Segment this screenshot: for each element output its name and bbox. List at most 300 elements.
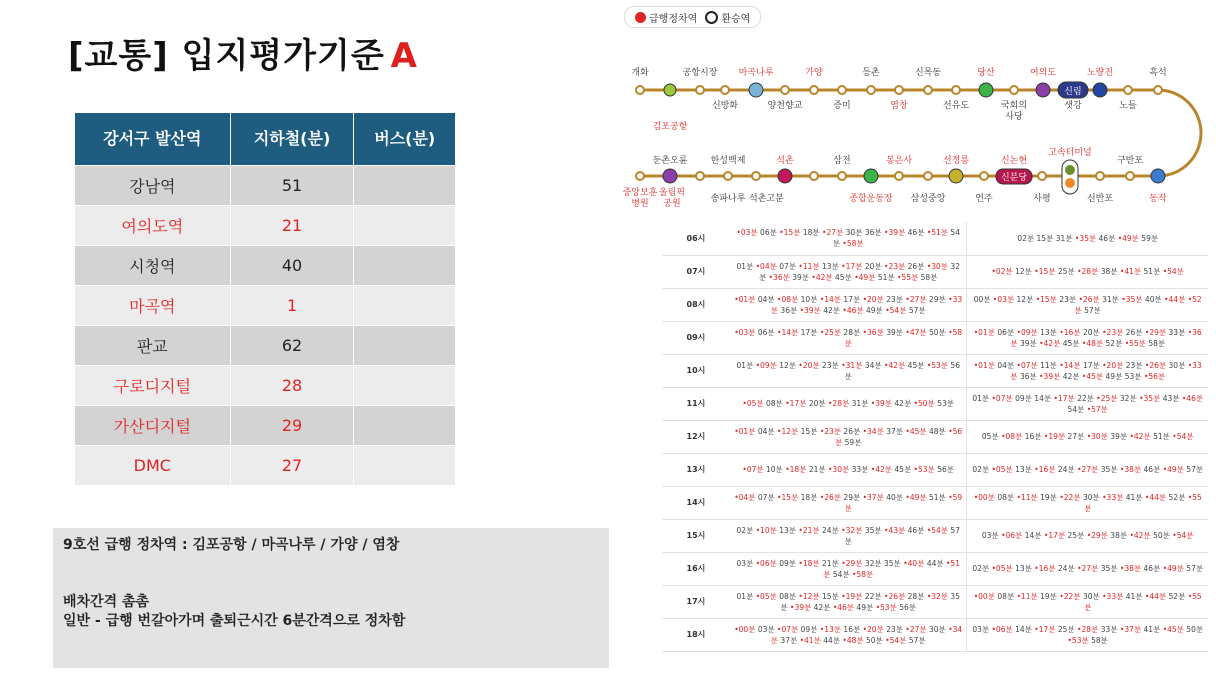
express-departure: •33분 <box>1010 360 1202 381</box>
regular-departure: 04분 <box>757 294 775 304</box>
transfer-dot <box>1151 169 1165 183</box>
regular-departure: 49분 <box>866 305 883 315</box>
express-departure: •41분 <box>799 635 821 645</box>
regular-departure: 50분 <box>1153 531 1170 540</box>
regular-departure: 57분 <box>1186 564 1204 573</box>
station-label: 석촌 <box>776 156 794 166</box>
regular-departure: 35분 <box>1100 465 1118 474</box>
express-departure: •17분 <box>1034 624 1056 634</box>
regular-departure: 30분 <box>1082 591 1100 601</box>
regular-departure: 15분 <box>1036 233 1054 243</box>
departures-direction-1 <box>730 222 967 255</box>
destination-cell: 가산디지털 <box>75 406 231 446</box>
subway-time-cell: 51 <box>230 166 354 206</box>
regular-departure: 42분 <box>813 602 831 612</box>
express-departure: •58분 <box>844 327 963 348</box>
express-departure: •18분 <box>785 465 807 474</box>
regular-departure: 06분 <box>760 228 777 238</box>
express-departure: •48분 <box>1081 338 1104 348</box>
express-departure: •30분 <box>1086 432 1108 441</box>
regular-departure: 41분 <box>1143 624 1161 634</box>
station-label: 고속터미널 <box>1048 148 1092 158</box>
station-label: 종합운동장 <box>849 194 893 204</box>
regular-departure: 41분 <box>1125 492 1143 502</box>
bus-time-cell <box>354 206 456 246</box>
regular-departure: 01분 <box>736 360 754 370</box>
regular-departure: 46분 <box>907 525 925 535</box>
express-departure: •14분 <box>819 294 842 304</box>
regular-departure: 50분 <box>929 327 946 337</box>
table-row <box>75 446 456 486</box>
express-departure: •54분 <box>885 635 907 645</box>
note-line3: 일반 - 급행 번갈아가며 출퇴근시간 6분간격으로 정차함 <box>63 613 406 629</box>
station-label: 석촌고분 <box>749 194 784 204</box>
timetable-row <box>662 288 1208 321</box>
express-departure: •39분 <box>790 602 812 612</box>
regular-departure: 14분 <box>1034 393 1052 403</box>
station-label: 신논현 <box>1000 156 1028 166</box>
regular-departure: 20분 <box>864 261 882 271</box>
departures-direction-2 <box>967 585 1208 618</box>
regular-departure: 08분 <box>997 591 1015 601</box>
regular-departure: 33분 <box>851 465 869 474</box>
station-dot <box>696 172 704 180</box>
regular-departure: 24분 <box>1057 564 1075 573</box>
regular-departure: 37분 <box>886 426 904 436</box>
subway-time-cell: 1 <box>230 286 354 326</box>
regular-departure: 53분 <box>1124 371 1142 381</box>
express-departure: •32분 <box>841 525 863 535</box>
departures-direction-1 <box>730 354 967 387</box>
transfer-dot <box>749 83 763 97</box>
departures-direction-2 <box>967 354 1208 387</box>
regular-departure: 41분 <box>1125 591 1143 601</box>
regular-departure: 22분 <box>1077 393 1094 403</box>
hour-cell: 13시 <box>662 453 730 486</box>
express-departure: •58분 <box>852 569 874 579</box>
regular-departure: 23분 <box>886 294 904 304</box>
express-departure: •22분 <box>1059 492 1081 502</box>
regular-departure: 12분 <box>779 360 797 370</box>
timetable-row <box>662 552 1208 585</box>
header-origin: 강서구 발산역 <box>75 113 231 166</box>
station-dot <box>721 86 729 94</box>
express-departure: •12분 <box>777 426 799 436</box>
table-row <box>75 326 456 366</box>
timetable-row <box>662 255 1208 288</box>
regular-departure: 33분 <box>1100 624 1118 634</box>
express-departure: •14분 <box>777 327 799 337</box>
regular-departure: 17분 <box>800 327 818 337</box>
express-departure: •54분 <box>1162 267 1184 276</box>
regular-departure: 25분 <box>1057 624 1075 634</box>
express-departure: •15분 <box>1034 267 1056 276</box>
express-departure: •55분 <box>1124 338 1146 348</box>
regular-departure: 42분 <box>1062 371 1080 381</box>
regular-departure: 39분 <box>886 327 904 337</box>
regular-departure: 30분 <box>1082 492 1100 502</box>
express-departure: •37분 <box>862 492 884 502</box>
destination-cell: 판교 <box>75 326 231 366</box>
station-dot <box>752 172 760 180</box>
express-departure: •18분 <box>798 558 820 568</box>
station-label: 선정릉 <box>942 156 970 166</box>
destination-cell: 강남역 <box>75 166 231 206</box>
note-line1: 9호선 급행 정차역 : 김포공항 / 마곡나루 / 가양 / 염창 <box>63 537 400 553</box>
regular-departure: 04분 <box>757 426 775 436</box>
express-departure: •55분 <box>1084 492 1202 513</box>
regular-departure: 20분 <box>808 399 826 408</box>
express-departure: •46분 <box>1181 393 1204 403</box>
transfer-dot <box>979 83 993 97</box>
station-label: 신방화 <box>711 101 739 111</box>
express-departure: •45분 <box>1081 371 1104 381</box>
express-departure: •31분 <box>841 360 863 370</box>
regular-departure: 09분 <box>800 624 818 634</box>
express-departure: •16분 <box>1034 564 1056 573</box>
regular-departure: 24분 <box>1057 465 1075 474</box>
regular-departure: 13분 <box>822 261 839 271</box>
express-departure: •19분 <box>1043 432 1066 441</box>
regular-departure: 40분 <box>1144 294 1162 304</box>
express-departure: •49분 <box>1117 233 1139 243</box>
regular-departure: 07분 <box>757 492 775 502</box>
express-departure: •49분 <box>905 492 927 502</box>
station-dot <box>636 86 644 94</box>
regular-departure: 42분 <box>823 305 841 315</box>
departures-direction-2 <box>967 618 1208 651</box>
express-departure: •49분 <box>1162 564 1184 573</box>
title-text: [교통] 입지평가기준 <box>68 36 385 76</box>
express-departure: •02분 <box>991 267 1013 276</box>
transfer-dot <box>1093 83 1107 97</box>
express-departure: •38분 <box>1119 465 1142 474</box>
header-bus: 버스(분) <box>354 113 456 166</box>
timetable-row <box>662 618 1208 651</box>
regular-departure: 02분 <box>972 465 990 474</box>
regular-departure: 35분 <box>1100 564 1118 573</box>
station-dot <box>838 172 846 180</box>
subway-time-cell: 29 <box>230 406 354 446</box>
station-dot <box>924 86 932 94</box>
express-departure: •54분 <box>885 305 907 315</box>
express-departure: •44분 <box>1144 492 1167 502</box>
transfer-dot <box>1065 165 1075 175</box>
express-departure: •49분 <box>854 272 876 282</box>
timetable-row <box>662 585 1208 618</box>
station-dot <box>1126 172 1134 180</box>
station-dot <box>895 86 903 94</box>
station-dot <box>724 172 732 180</box>
express-departure: •09분 <box>1016 327 1038 337</box>
destination-cell: 마곡역 <box>75 286 231 326</box>
regular-departure: 11분 <box>1040 360 1057 370</box>
regular-departure: 02분 <box>972 564 990 573</box>
express-departure: •46분 <box>842 305 864 315</box>
express-departure: •39분 <box>870 399 893 408</box>
header-subway: 지하철(분) <box>230 113 354 166</box>
table-row <box>75 366 456 406</box>
page-title <box>68 28 418 77</box>
regular-departure: 18분 <box>802 228 820 238</box>
regular-departure: 46분 <box>907 228 925 238</box>
subway-time-cell: 27 <box>230 446 354 486</box>
regular-departure: 43분 <box>1162 393 1180 403</box>
note-line2: 배차간격 촘촘 <box>63 594 150 610</box>
timetable-row <box>662 420 1208 453</box>
regular-departure: 03분 <box>981 531 999 540</box>
bus-time-cell <box>354 406 456 446</box>
regular-departure: 45분 <box>1062 338 1080 348</box>
regular-departure: 57분 <box>908 305 926 315</box>
express-departure: •36분 <box>862 327 884 337</box>
regular-departure: 51분 <box>1143 267 1161 276</box>
regular-departure: 23분 <box>822 360 839 370</box>
express-departure: •03분 <box>736 228 758 238</box>
express-departure: •53분 <box>913 465 935 474</box>
express-departure: •33분 <box>1102 492 1124 502</box>
regular-departure: 30분 <box>845 228 863 238</box>
express-departure: •42분 <box>1039 338 1061 348</box>
station-dot <box>838 86 846 94</box>
regular-departure: 51분 <box>929 492 946 502</box>
express-departure: •28분 <box>828 399 850 408</box>
express-departure: •52분 <box>1074 294 1202 315</box>
express-departure: •48분 <box>842 635 864 645</box>
express-departure: •01분 <box>973 360 995 370</box>
regular-departure: 58분 <box>920 272 938 282</box>
regular-departure: 10분 <box>766 465 783 474</box>
regular-departure: 10분 <box>800 294 818 304</box>
regular-departure: 52분 <box>1168 591 1186 601</box>
express-departure: •23분 <box>1102 327 1124 337</box>
regular-departure: 39분 <box>792 272 810 282</box>
regular-departure: 58분 <box>1091 635 1108 645</box>
regular-departure: 30분 <box>929 624 946 634</box>
regular-departure: 59분 <box>844 437 862 447</box>
regular-departure: 18분 <box>800 492 818 502</box>
express-departure: •42분 <box>870 465 893 474</box>
express-departure: •06분 <box>1001 531 1023 540</box>
express-departure: •14분 <box>1059 360 1081 370</box>
sinrim-badge-label: 신림 <box>1064 87 1082 97</box>
express-departure: •42분 <box>884 360 906 370</box>
express-departure: •29분 <box>1086 531 1108 540</box>
station-label: 가양 <box>805 68 823 78</box>
regular-departure: 09분 <box>779 558 797 568</box>
grade-label: A <box>390 36 418 76</box>
express-departure: •51분 <box>823 558 960 579</box>
regular-departure: 08분 <box>779 591 797 601</box>
station-dot <box>781 86 789 94</box>
express-departure: •39분 <box>799 305 821 315</box>
express-departure: •15분 <box>779 228 801 238</box>
regular-departure: 51분 <box>877 272 895 282</box>
express-departure: •29분 <box>841 558 863 568</box>
regular-departure: 26분 <box>843 426 861 436</box>
express-departure: •33분 <box>1102 591 1124 601</box>
express-departure: •41분 <box>1119 267 1142 276</box>
express-departure: •06분 <box>991 624 1013 634</box>
express-departure: •56분 <box>1143 371 1166 381</box>
regular-departure: 08분 <box>766 399 783 408</box>
express-departure: •11분 <box>1016 591 1038 601</box>
express-departure: •55분 <box>1084 591 1202 612</box>
transfer-dot <box>664 84 676 96</box>
hour-cell: 09시 <box>662 321 730 354</box>
express-departure: •42분 <box>1129 432 1151 441</box>
destination-cell: 시청역 <box>75 246 231 286</box>
regular-departure: 06분 <box>997 327 1015 337</box>
express-departure: •08분 <box>1001 432 1023 441</box>
bus-time-cell <box>354 366 456 406</box>
table-row <box>75 406 456 446</box>
regular-departure: 53분 <box>937 399 954 408</box>
departures-direction-2 <box>967 288 1208 321</box>
express-departure: •28분 <box>1077 267 1099 276</box>
departures-direction-1 <box>730 519 967 552</box>
hour-cell: 14시 <box>662 486 730 519</box>
express-departure: •35분 <box>1074 233 1097 243</box>
hour-cell: 07시 <box>662 255 730 288</box>
regular-departure: 44분 <box>823 635 841 645</box>
regular-departure: 13분 <box>779 525 797 535</box>
station-dot <box>636 172 644 180</box>
departures-direction-1 <box>730 255 967 288</box>
departures-direction-1 <box>730 321 967 354</box>
table-row <box>75 246 456 286</box>
express-departure: •53분 <box>875 602 897 612</box>
regular-departure: 49분 <box>1105 371 1123 381</box>
station-dot <box>1038 172 1046 180</box>
hour-cell: 16시 <box>662 552 730 585</box>
express-departure: •27분 <box>822 228 844 238</box>
regular-departure: 28분 <box>843 327 861 337</box>
regular-departure: 54분 <box>832 569 850 579</box>
station-label: 여의도 <box>1029 68 1057 78</box>
departures-direction-2 <box>967 222 1208 255</box>
bus-time-cell <box>354 286 456 326</box>
station-label: 흑석 <box>1149 68 1167 78</box>
express-note <box>53 528 609 668</box>
regular-departure: 36분 <box>1019 371 1037 381</box>
bus-time-cell <box>354 166 456 206</box>
regular-departure: 32분 <box>758 261 960 282</box>
express-departure: •30분 <box>926 261 949 271</box>
express-departure: •01분 <box>734 426 756 436</box>
station-label: 올림픽공원 <box>658 188 686 209</box>
departures-direction-1 <box>730 453 967 486</box>
station-dot <box>867 86 875 94</box>
station-label: 삼전 <box>833 156 851 166</box>
regular-departure: 45분 <box>894 465 912 474</box>
regular-departure: 21분 <box>808 465 826 474</box>
express-departure: •45분 <box>905 426 927 436</box>
hour-cell: 11시 <box>662 387 730 420</box>
express-departure: •25분 <box>819 327 842 337</box>
regular-departure: 02분 <box>1017 233 1035 243</box>
express-departure: •44분 <box>1164 294 1186 304</box>
station-dot <box>1096 172 1104 180</box>
regular-departure: 40분 <box>886 492 904 502</box>
bus-time-cell <box>354 246 456 286</box>
express-departure: •25분 <box>1096 393 1118 403</box>
station-label: 노들 <box>1119 101 1137 111</box>
express-departure: •54분 <box>1172 432 1194 441</box>
regular-departure: 59분 <box>1141 233 1159 243</box>
express-departure: •53분 <box>1067 635 1089 645</box>
express-departure: •20분 <box>862 624 884 634</box>
station-label: 중앙보훈병원 <box>622 188 658 209</box>
express-departure: •37분 <box>1119 624 1142 634</box>
express-departure: •12분 <box>798 591 820 601</box>
hour-cell: 10시 <box>662 354 730 387</box>
station-dot <box>810 86 818 94</box>
express-departure: •54분 <box>1172 531 1194 540</box>
express-departure: •21분 <box>798 525 820 535</box>
departures-direction-1 <box>730 387 967 420</box>
departures-direction-2 <box>967 552 1208 585</box>
regular-departure: 28분 <box>907 591 925 601</box>
express-departure: •17분 <box>785 399 807 408</box>
express-departure: •34분 <box>862 426 884 436</box>
station-label: 언주 <box>975 194 993 204</box>
regular-departure: 45분 <box>835 272 852 282</box>
station-dot <box>980 172 988 180</box>
legend-express: 급행정차역 <box>649 13 698 25</box>
regular-departure: 45분 <box>907 360 925 370</box>
regular-departure: 57분 <box>908 635 926 645</box>
express-departure: •17분 <box>1053 393 1075 403</box>
departures-direction-1 <box>730 288 967 321</box>
regular-departure: 42분 <box>894 399 912 408</box>
bus-time-cell <box>354 446 456 486</box>
express-departure: •29분 <box>1144 327 1167 337</box>
departures-direction-2 <box>967 519 1208 552</box>
departures-direction-2 <box>967 387 1208 420</box>
regular-departure: 51분 <box>1153 432 1170 441</box>
station-label: 삼성중앙 <box>910 194 946 204</box>
regular-departure: 19분 <box>1040 591 1057 601</box>
timetable-row <box>662 486 1208 519</box>
destination-cell: DMC <box>75 446 231 486</box>
regular-departure: 54분 <box>1067 404 1085 414</box>
regular-departure: 46분 <box>1098 233 1116 243</box>
express-departure: •10분 <box>755 525 777 535</box>
express-departure: •00분 <box>973 492 995 502</box>
regular-departure: 57분 <box>1084 305 1101 315</box>
regular-departure: 29분 <box>843 492 861 502</box>
station-label: 국회의사당 <box>1000 101 1028 122</box>
regular-departure: 50분 <box>1186 624 1204 634</box>
express-departure: •27분 <box>1077 465 1099 474</box>
regular-departure: 17분 <box>1082 360 1100 370</box>
station-dot <box>924 172 932 180</box>
station-label: 봉은사 <box>885 156 913 166</box>
express-departure: •07분 <box>742 465 764 474</box>
express-departure: •42분 <box>1129 531 1151 540</box>
departures-direction-2 <box>967 255 1208 288</box>
regular-departure: 06분 <box>757 327 775 337</box>
regular-departure: 17분 <box>843 294 861 304</box>
departures-direction-1 <box>730 420 967 453</box>
station-dot <box>1154 86 1162 94</box>
express-departure: •16분 <box>1034 465 1056 474</box>
subway-time-cell: 40 <box>230 246 354 286</box>
express-departure: •39분 <box>884 228 906 238</box>
regular-departure: 29분 <box>929 294 946 304</box>
express-departure: •20분 <box>798 360 820 370</box>
